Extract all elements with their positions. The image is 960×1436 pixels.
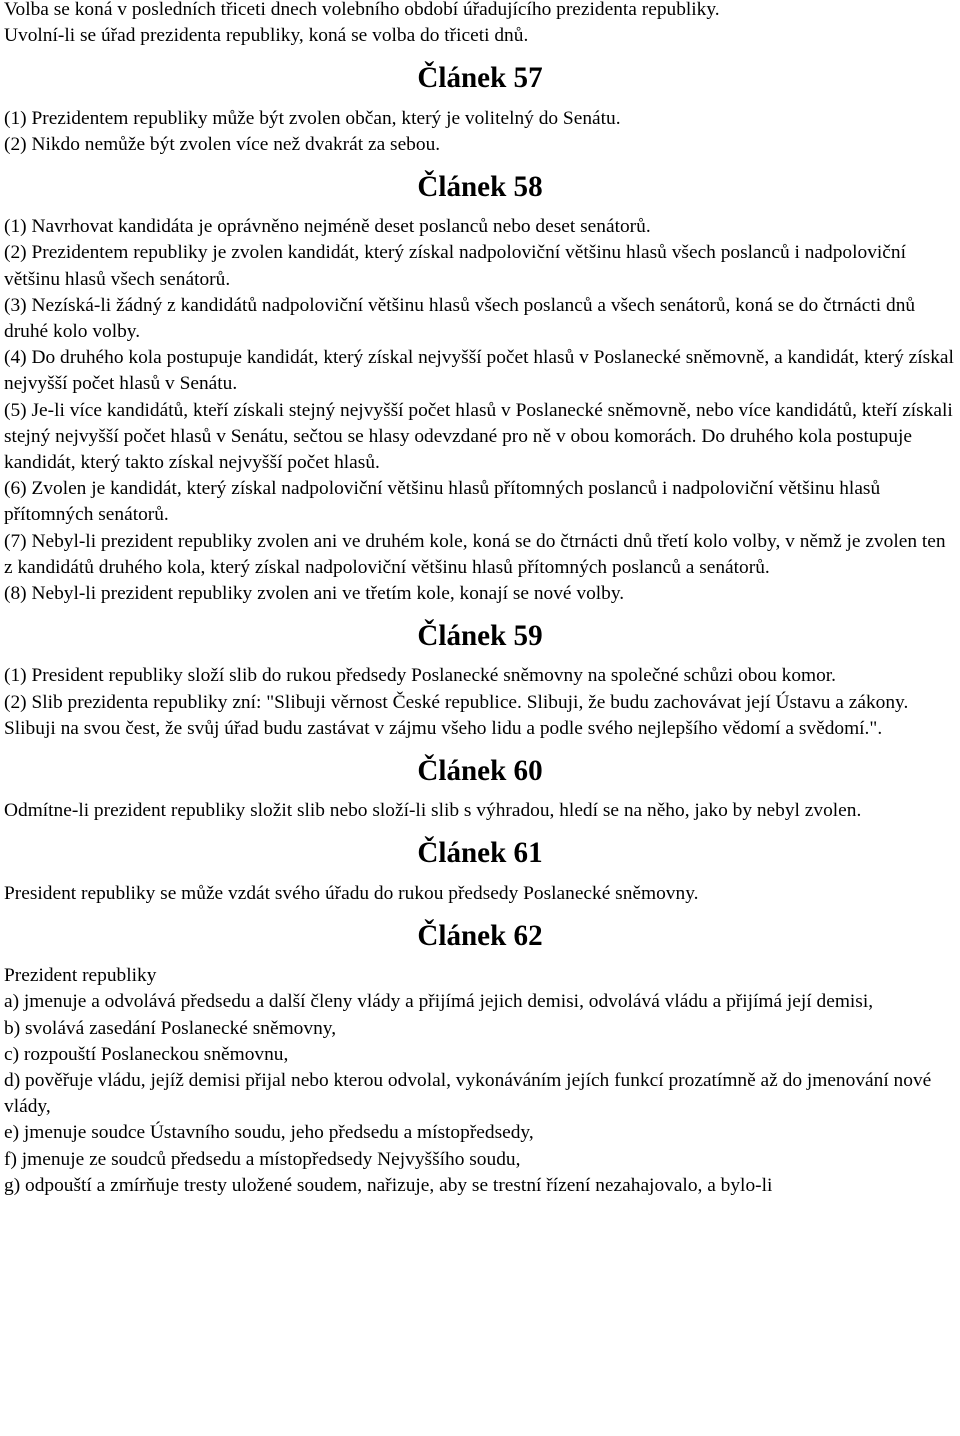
list-item: g) odpouští a zmírňuje tresty uložené soudem, nařizuje, aby se trestní řízení nezahajovalo, a bylo-li <box>4 1174 773 1196</box>
article-heading: Článek 59 <box>417 620 543 653</box>
list-item: b) svolává zasedání Poslanecké sněmovny, <box>4 1017 337 1039</box>
list-item: f) jmenuje ze soudců předsedu a místopředsedy Nejvyššího soudu, <box>4 1148 521 1170</box>
paragraph: President republiky se může vzdát svého úřadu do rukou předsedy Poslanecké sněmovny. <box>4 882 699 904</box>
paragraph: Volba se koná v posledních třiceti dnech volebního období úřadujícího prezidenta republiky. <box>4 0 720 20</box>
list-item: e) jmenuje soudce Ústavního soudu, jeho předsedu a místopředsedy, <box>4 1122 534 1144</box>
paragraph: (1) President republiky složí slib do rukou předsedy Poslanecké sněmovny na společné schůzi obou komor. <box>4 665 837 687</box>
paragraph: (2) Slib prezidenta republiky zní: "Slibuji věrnost České republice. Slibuji, že budu zachovávat její Ústavu a zákony. Slibuji na svou čest, že svůj úřad budu zastávat v zájmu všeho lidu a podle svého nejlepšího vědomí a svědomí.". <box>4 691 909 739</box>
paragraph: Uvolní-li se úřad prezidenta republiky, koná se volba do třiceti dnů. <box>4 25 529 47</box>
paragraph: Odmítne-li prezident republiky složit slib nebo složí-li slib s výhradou, hledí se na něho, jako by nebyl zvolen. <box>4 800 862 822</box>
paragraph: Prezident republiky <box>4 965 157 987</box>
paragraph: (3) Nezíská-li žádný z kandidátů nadpoloviční většinu hlasů všech poslanců a všech senátorů, koná se do čtrnácti dnů druhé kolo volby. <box>4 294 916 343</box>
document-page <box>4 0 956 1199</box>
paragraph: (7) Nebyl-li prezident republiky zvolen ani ve druhém kole, koná se do čtrnácti dnů třetí kolo volby, v němž je zvolen ten z kandidátů druhého kola, který získal nadpoloviční většinu hlasů přítomných poslanců a senátorů. <box>4 530 946 578</box>
article-heading: Článek 58 <box>417 171 543 204</box>
list-item: a) jmenuje a odvolává předsedu a další členy vlády a přijímá jejich demisi, odvolává vládu a přijímá její demisi, <box>4 991 874 1013</box>
paragraph: (1) Prezidentem republiky může být zvolen občan, který je volitelný do Senátu. <box>4 107 621 129</box>
paragraph: (6) Zvolen je kandidát, který získal nadpoloviční většinu hlasů přítomných poslanců i nadpoloviční většinu hlasů přítomných senátorů. <box>4 478 881 526</box>
paragraph: (2) Prezidentem republiky je zvolen kandidát, který získal nadpoloviční většinu hlasů všech poslanců i nadpoloviční většinu hlasů všech senátorů. <box>4 242 906 290</box>
list-item: d) pověřuje vládu, jejíž demisi přijal nebo kterou odvolal, vykonáváním jejích funkcí prozatímně až do jmenování nové vlády, <box>4 1069 932 1118</box>
paragraph: (1) Navrhovat kandidáta je oprávněno nejméně deset poslanců nebo deset senátorů. <box>4 216 651 238</box>
article-heading: Článek 61 <box>417 837 543 870</box>
article-heading: Článek 60 <box>417 755 543 788</box>
paragraph: (4) Do druhého kola postupuje kandidát, který získal nejvyšší počet hlasů v Poslanecké sněmovně, a kandidát, který získal nejvyšší počet hlasů v Senátu. <box>4 347 954 395</box>
paragraph: (5) Je-li více kandidátů, kteří získali stejný nejvyšší počet hlasů v Poslanecké sněmovně, nebo více kandidátů, kteří získali stejný nejvyšší počet hlasů v Senátu, sečtou se hlasy odevzdané pro ně v obou komorách. Do druhého kola postupuje kandidát, který takto získal nejvyšší počet hlasů. <box>4 399 953 474</box>
paragraph: (2) Nikdo nemůže být zvolen více než dvakrát za sebou. <box>4 133 441 155</box>
paragraph: (8) Nebyl-li prezident republiky zvolen ani ve třetím kole, konají se nové volby. <box>4 583 625 605</box>
article-heading: Článek 62 <box>417 919 543 952</box>
list-item: c) rozpouští Poslaneckou sněmovnu, <box>4 1043 289 1065</box>
article-heading: Článek 57 <box>417 62 543 95</box>
